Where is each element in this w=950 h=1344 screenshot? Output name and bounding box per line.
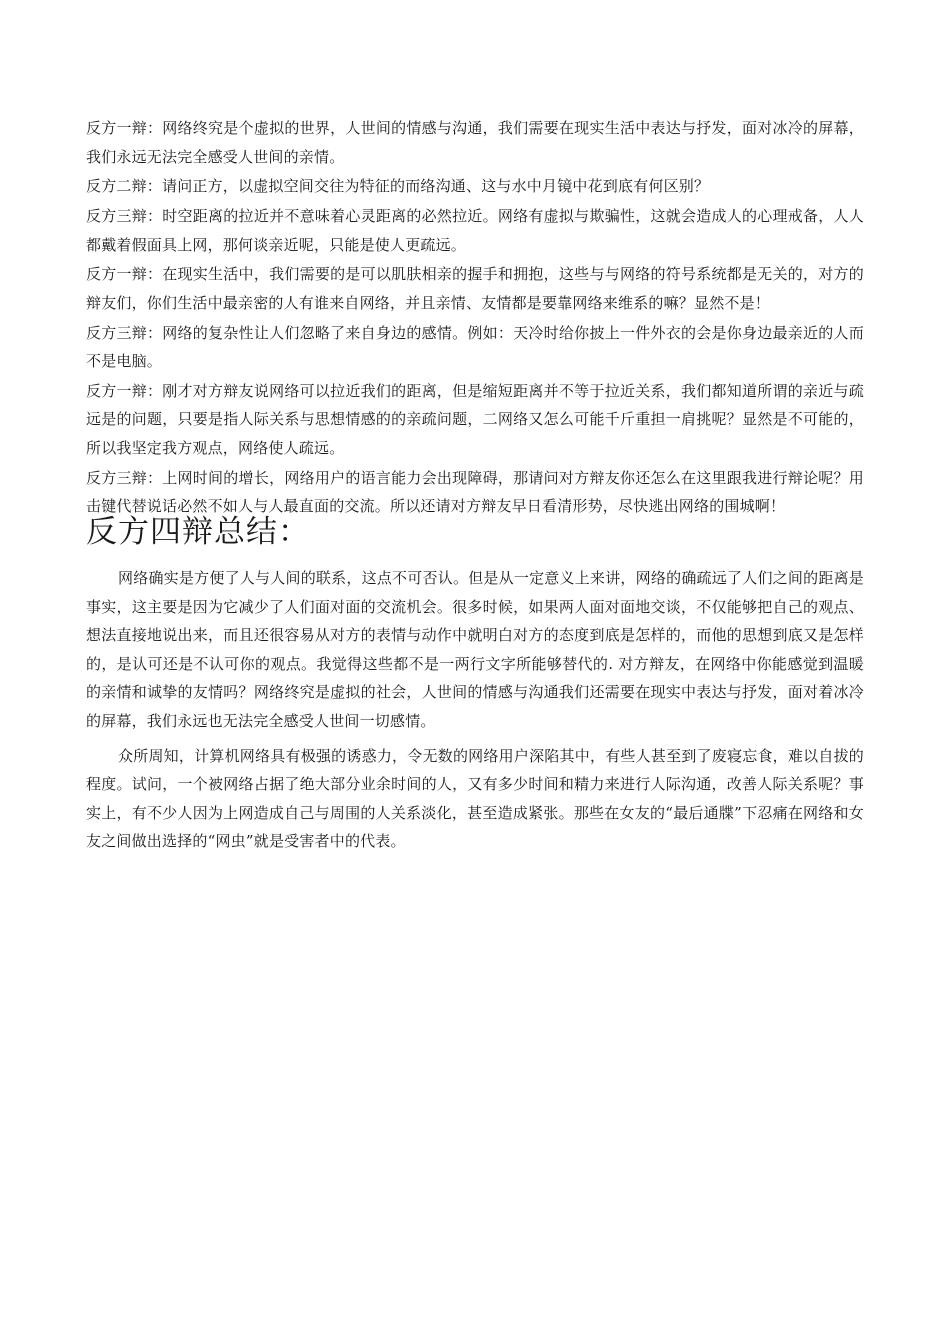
summary-paragraph: 网络确实是方便了人与人间的联系，这点不可否认。但是从一定意义上来讲，网络的确疏远了人们之间的距离是事实，这主要是因为它减少了人们面对面的交流机会。很多时候，如果两人面对面地交谈，不仅能够把自己的观点、想法直接地说出来，而且还很容易从对方的表情与动作中就明白对方的态度到底是怎样的，而他的思想到底又是怎样的，是认可还是不认可你的观点。我觉得这些都不是一两行文字所能够替代的. 对方辩友，在网络中你能感觉到温暖的亲情和诚挚的友情吗？网络终究是虚拟的社会，人世间的情感与沟通我们还需要在现实中表达与抒发，面对着冰冷的屏幕，我们永远也无法完全感受人世间一切感情。 — [86, 568, 864, 730]
document-page — [86, 114, 864, 862]
summary-paragraph: 众所周知，计算机网络具有极强的诱惑力，令无数的网络用户深陷其中，有些人甚至到了废寝忘食，难以自拔的程度。试问，一个被网络占据了绝大部分业余时间的人，又有多少时间和精力来进行人际沟通，改善人际关系呢？事实上，有不少人因为上网造成自己与周围的人关系淡化，甚至造成紧张。那些在女友的“最后通牒”下忍痛在网络和女友之间做出选择的“网虫”就是受害者中的代表。 — [86, 746, 864, 851]
dialogue-line: 反方一辩：网络终究是个虚拟的世界，人世间的情感与沟通，我们需要在现实生活中表达与抒发，面对冰冷的屏幕，我们永远无法完全感受人世间的亲情。 — [86, 119, 864, 166]
dialogue-line: 反方三辩：上网时间的增长，网络用户的语言能力会出现障碍，那请问对方辩友你还怎么在这里跟我进行辩论呢？用击键代替说话必然不如人与人最直面的交流。所以还请对方辩友早日看清形势，尽快逃出网络的围城啊！ — [86, 468, 864, 516]
debate-dialogue — [86, 114, 864, 521]
dialogue-line: 反方三辩：网络的复杂性让人们忽略了来自身边的感情。例如：天冷时给你披上一件外衣的会是你身边最亲近的人而不是电脑。 — [86, 323, 864, 371]
dialogue-line: 反方二辩：请问正方，以虚拟空间交往为特征的而络沟通、这与水中月镜中花到底有何区别？ — [86, 177, 710, 196]
summary-section — [86, 510, 864, 856]
dialogue-line: 反方一辩：在现实生活中，我们需要的是可以肌肤相亲的握手和拥抱，这些与与网络的符号系统都是无关的，对方的辩友们，你们生活中最亲密的人有谁来自网络，并且亲情、友情都是要靠网络来维系的嘛？显然不是！ — [86, 265, 864, 312]
summary-heading: 反方四辩总结： — [86, 513, 310, 550]
dialogue-line: 反方三辩：时空距离的拉近并不意味着心灵距离的必然拉近。网络有虚拟与欺骗性，这就会造成人的心理戒备，人人都戴着假面具上网，那何谈亲近呢，只能是使人更疏远。 — [86, 206, 864, 254]
dialogue-line: 反方一辩：刚才对方辩友说网络可以拉近我们的距离，但是缩短距离并不等于拉近关系，我们都知道所谓的亲近与疏远是的问题，只要是指人际关系与思想情感的的亲疏问题，二网络又怎么可能千斤重担一肩挑呢？显然是不可能的，所以我坚定我方观点，网络使人疏远。 — [86, 381, 864, 457]
